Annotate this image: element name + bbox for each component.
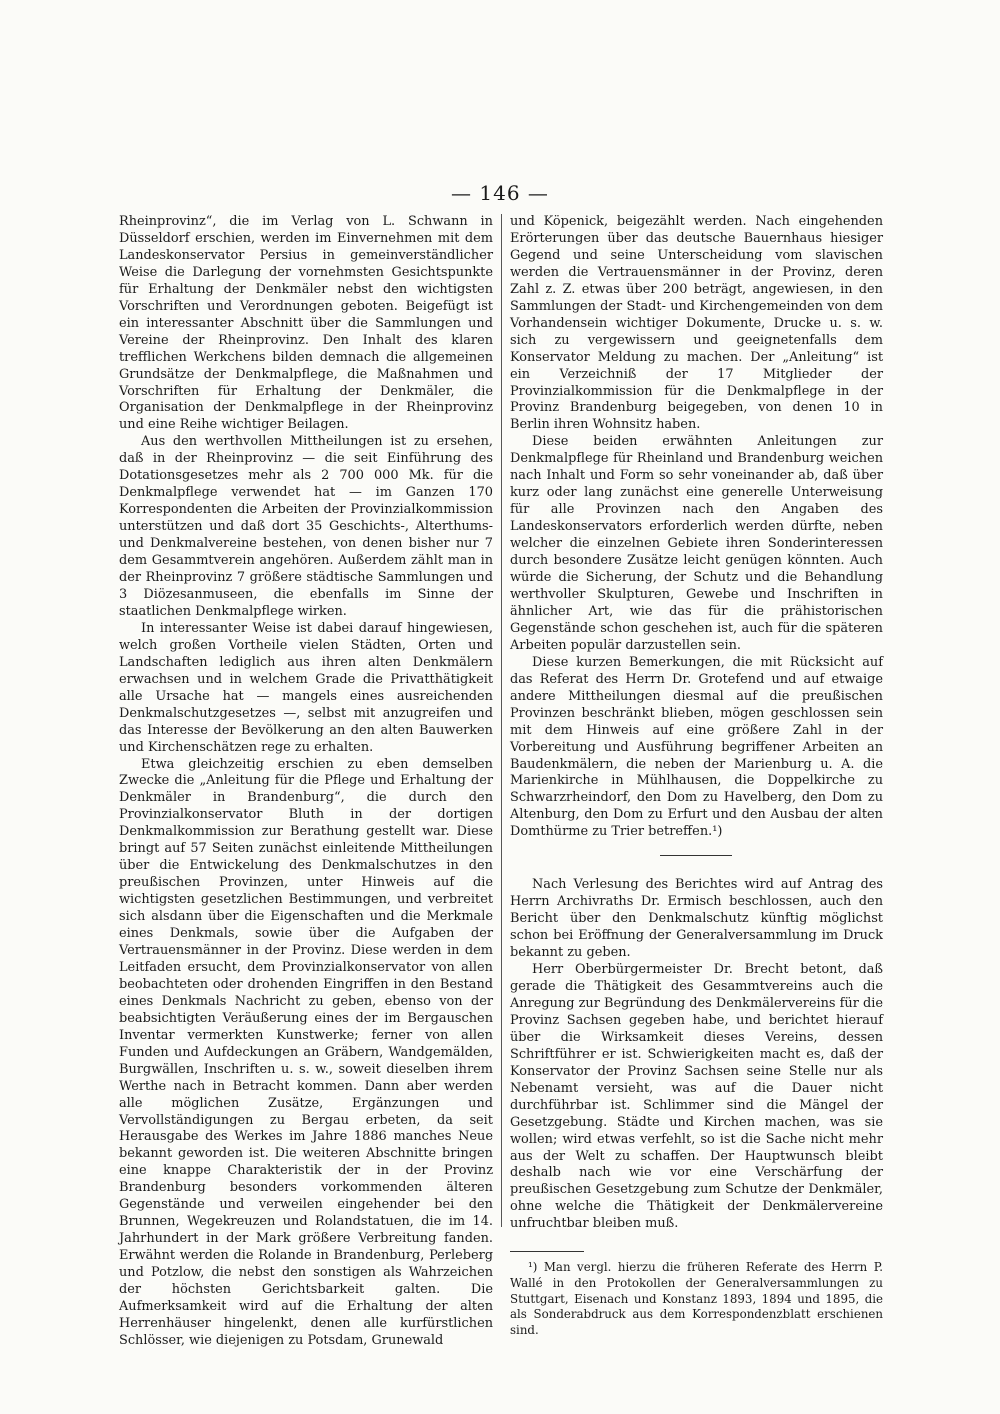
footnote-rule: [510, 1251, 584, 1252]
section-separator: [660, 855, 732, 856]
paragraph: und Köpenick, beigezählt werden. Nach eingehenden Erörterungen über das deutsche Bauernhaus hiesiger Gegend und seine Unterscheidung vom slavischen werden die Vertrauensmänner in der Provinz, deren Zahl z. Z. etwas über 200 beträgt, angewiesen, in den Sammlungen der Stadt- und Kirchengemeinden von dem Vorhandensein wichtiger Dokumente, Drucke u. s. w. sich zu vergewissern und geeignetenfalls dem Konservator Meldung zu machen. Der „Anleitung“ ist ein Verzeichniß der 17 Mitglieder der Provinzialkommission für die Denkmalpflege in der Provinz Brandenburg beigegeben, von denen 10 in Berlin ihren Wohnsitz haben.: [510, 214, 883, 433]
paragraph: In interessanter Weise ist dabei darauf hingewiesen, welch großen Vortheile vielen Städten, Orten und Landschaften lediglich aus ihren alten Denkmälern erwachsen und in welchem Grade die Privatthätigkeit alle Ursache hat — mangels eines ausreichenden Denkmalschutzgesetzes —, selbst mit anzugreifen und das Interesse der Bevölkerung an den alten Bauwerken und Kirchenschätzen rege zu erhalten.: [119, 620, 493, 755]
page-number: — 146 —: [451, 181, 549, 205]
left-column: [119, 214, 493, 1350]
paragraph: Herr Oberbürgermeister Dr. Brecht betont, daß gerade die Thätigkeit des Gesammtvereins auch die Anregung zur Begründung des Denkmälervereins für die Provinz Sachsen gegeben habe, und berichtet hierauf über die Wirksamkeit dieses Vereins, dessen Schriftführer er ist. Schwierigkeiten macht es, daß der Konservator der Provinz Sachsen seine Stelle nur als Nebenamt versieht, was auf die Dauer nicht durchführbar ist. Schlimmer sind die Mängel der Gesetzgebung. Städte und Kirchen machen, was sie wollen; wird etwas verfehlt, so ist die Sache nicht mehr aus der Welt zu schaffen. Der Hauptwunsch bleibt deshalb nach wie vor eine Verschärfung der preußischen Gesetzgebung zum Schutze der Denkmäler, ohne welche die Thätigkeit der Denkmälervereine unfruchtbar bleiben muß.: [510, 962, 883, 1232]
paragraph: Nach Verlesung des Berichtes wird auf Antrag des Herrn Archivraths Dr. Ermisch beschlossen, auch den Bericht über den Denkmalschutz künftig möglichst schon bei Eröffnung der Generalversammlung im Druck bekannt zu geben.: [510, 877, 883, 961]
paragraph: Etwa gleichzeitig erschien zu eben demselben Zwecke die „Anleitung für die Pflege und Erhaltung der Denkmäler in Brandenburg“, die durch den Provinzialkonservator Bluth in der dortigen Denkmalkommission zur Berathung gestellt war. Diese bringt auf 57 Seiten zunächst einleitende Mittheilungen über die Entwickelung des Denkmalschutzes in den preußischen Provinzen, unter Hinweis auf die wichtigsten gesetzlichen Bestimmungen, und verbreitet sich alsdann über die Eigenschaften und die Merkmale eines Denkmals, sowie über die Aufgaben der Vertrauensmänner in der Provinz. Diese werden in dem Leitfaden ersucht, dem Provinzialkonservator von allen beobachteten oder drohenden Eingriffen in den Bestand eines Denkmals Nachricht zu geben, ebenso von der beabsichtigten Veräußerung eines der im Bergauschen Inventar vermerkten Kunstwerke; ferner von allen Funden und Aufdeckungen an Gräbern, Wandgemälden, Burgwällen, Inschriften u. s. w., soweit dieselben ihrem Werthe nach in Betracht kommen. Dann aber werden alle möglichen Zusätze, Ergänzungen und Vervollständigungen zu Bergau erbeten, da seit Herausgabe des Werkes im Jahre 1886 manches Neue bekannt geworden ist. Die weiteren Abschnitte bringen eine knappe Charakteristik der in der Provinz Brandenburg besonders vorkommenden älteren Gegenstände und verweilen eingehender bei den Brunnen, Wegekreuzen und Rolandstatuen, die im 14. Jahrhundert in der Mark größere Verbreitung fanden. Erwähnt werden die Rolande in Brandenburg, Perleberg und Potzlow, die nebst den sonstigen als Wahrzeichen der höchsten Gerichtsbarkeit galten. Die Aufmerksamkeit wird auf die Erhaltung der alten Herrenhäuser hingelenkt, denen alle kurfürstlichen Schlösser, wie diejenigen zu Potsdam, Grunewald: [119, 756, 493, 1348]
footnote: [510, 1260, 883, 1339]
right-column: [510, 214, 883, 1339]
paragraph: Aus den werthvollen Mittheilungen ist zu ersehen, daß in der Rheinprovinz — die seit Einführung des Dotationsgesetzes mehr als 2 700 000 Mk. für die Denkmalpflege verwendet hat — im Ganzen 170 Korrespondenten die Arbeiten der Provinzialkommission unterstützen und daß dort 35 Geschichts-, Alterthums- und Denkmalvereine bestehen, von denen bisher nur 7 dem Gesammtverein angehören. Außerdem zählt man in der Rheinprovinz 7 größere städtische Sammlungen und 3 Diözesanmuseen, die ebenfalls im Sinne der staatlichen Denkmalpflege wirken.: [119, 434, 493, 619]
footnote-text: ¹) Man vergl. hierzu die früheren Referate des Herrn P. Wallé in den Protokollen der Generalversammlungen zu Stuttgart, Eisenach und Konstanz 1893, 1894 und 1895, die als Sonderabdruck aus dem Korrespondenzblatt erschienen sind.: [510, 1260, 883, 1338]
column-divider: [501, 214, 502, 1227]
paragraph: Diese beiden erwähnten Anleitungen zur Denkmalpflege für Rheinland und Brandenburg weichen nach Inhalt und Form so sehr voneinander ab, daß über kurz oder lang zunächst eine generelle Unterweisung für alle Provinzen nach den Angaben des Landeskonservators erforderlich werden dürfte, neben welcher die einzelnen Gebiete ihren Sonderinteressen durch besondere Zusätze leicht genügen könnten. Auch würde die Sicherung, der Schutz und die Behandlung werthvoller Skulpturen, Gewebe und Inschriften in ähnlicher Art, wie das für die prähistorischen Gegenstände schon geschehen ist, auch für die späteren Arbeiten populär darzustellen sein.: [510, 434, 883, 653]
paragraph: Diese kurzen Bemerkungen, die mit Rücksicht auf das Referat des Herrn Dr. Grotefend und auf etwaige andere Mittheilungen diesmal auf die preußischen Provinzen beschränkt blieben, mögen geschlossen sein mit dem Hinweis auf eine größere Zahl in der Vorbereitung und Ausführung begriffener Arbeiten an Baudenkmälern, die neben der Marienburg u. A. die Marienkirche in Mühlhausen, die Doppelkirche zu Schwarzrheindorf, den Dom zu Havelberg, den Dom zu Altenburg, den Dom zu Erfurt und den Ausbau der alten Domthürme zu Trier betreffen.¹): [510, 654, 883, 840]
paragraph: Rheinprovinz“, die im Verlag von L. Schwann in Düsseldorf erschien, werden im Einvernehmen mit dem Landeskonservator Persius in gemeinverständlicher Weise die Darlegung der vornehmsten Gesichtspunkte für Erhaltung der Denkmäler nebst den wichtigsten Vorschriften und Verordnungen geboten. Beigefügt ist ein interessanter Abschnitt über die Sammlungen und Vereine der Rheinprovinz. Den Inhalt des klaren trefflichen Werkchens bilden demnach die allgemeinen Grundsätze der Denkmalpflege, die Maßnahmen und Vorschriften für Erhaltung der Denkmäler, die Organisation der Denkmalpflege in der Rheinprovinz und eine Reihe wichtiger Beilagen.: [119, 214, 493, 433]
